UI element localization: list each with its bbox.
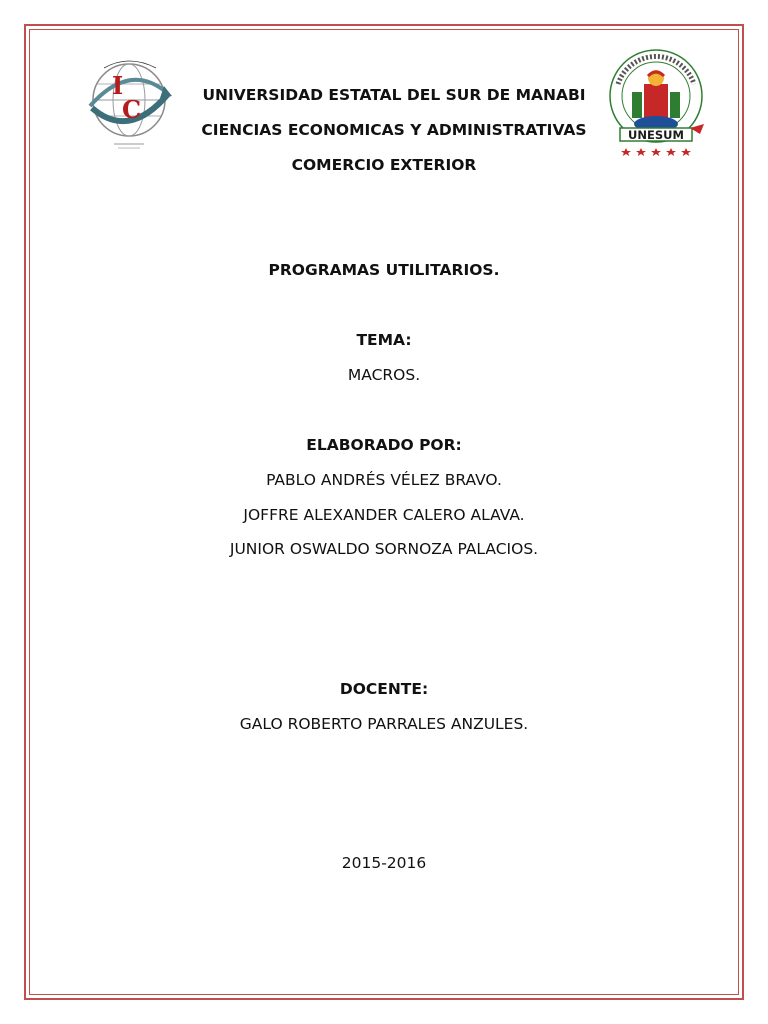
emblem-acronym: UNESUM	[628, 128, 684, 142]
university-name: UNIVERSIDAD ESTATAL DEL SUR DE MANABI	[202, 86, 586, 104]
author-name: JOFFRE ALEXANDER CALERO ALAVA.	[243, 506, 525, 524]
subject-title: PROGRAMAS UTILITARIOS.	[268, 261, 500, 279]
author-name: PABLO ANDRÉS VÉLEZ BRAVO.	[266, 471, 502, 489]
topic-label: TEMA:	[356, 331, 412, 349]
author-name: JUNIOR OSWALDO SORNOZA PALACIOS.	[229, 540, 539, 558]
logo-letter-i: I	[112, 71, 124, 100]
teacher-name: GALO ROBERTO PARRALES ANZULES.	[239, 715, 529, 733]
academic-period: 2015-2016	[341, 854, 427, 872]
teacher-label: DOCENTE:	[339, 680, 429, 698]
faculty-name: CIENCIAS ECONOMICAS Y ADMINISTRATIVAS	[201, 121, 587, 139]
topic-value: MACROS.	[347, 366, 421, 384]
career-name: COMERCIO EXTERIOR	[291, 156, 477, 174]
logo-letter-c: C	[122, 95, 142, 124]
authors-label: ELABORADO POR:	[306, 436, 462, 454]
